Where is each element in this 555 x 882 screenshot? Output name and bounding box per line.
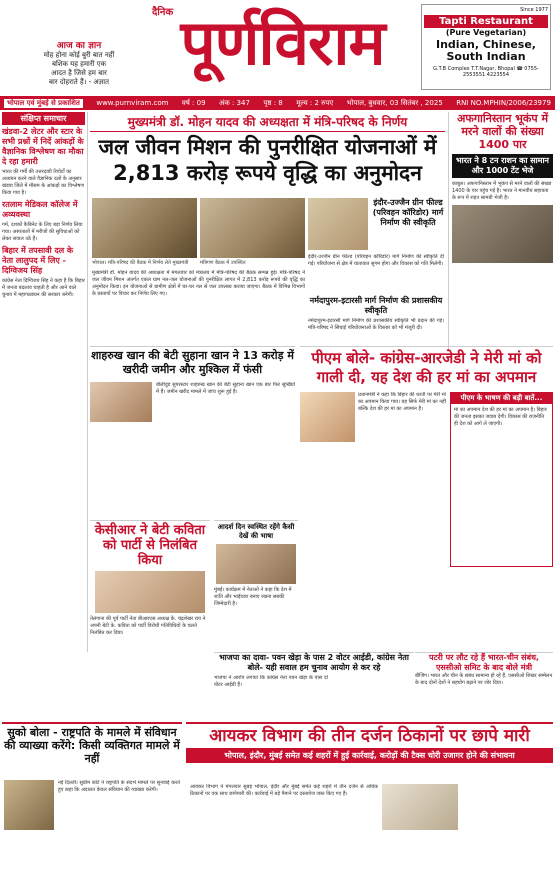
pm-article [300,346,553,646]
photo-caption: भोपाल। मंत्रि-परिषद की बैठक में निर्णय लेते मुख्यमंत्री [92,260,189,266]
article-headline[interactable]: रतलाम मेडिकल कॉलेज में अव्यवस्था [2,200,78,219]
quote-line: आदत है जिसे हम बार [51,69,107,77]
highlights-body: मां का अपमान देश की हर मां का अपमान है। बिहार की जनता इसका जवाब देगी। विकास की राजनीति ही देश को आगे ले जाएगी। [454,407,547,427]
sc-headline[interactable]: सुको बोला - राष्ट्रपति के मामले में संविधान की व्याख्या करेंगे: किसी व्यक्तिगत मामले में नहीं [4,726,180,765]
right-column [448,112,553,352]
quote-line: बार दोहराते हैं। - अज्ञात [48,78,110,86]
newspaper-logo[interactable]: पूर्णविराम [180,6,385,79]
article-headline[interactable]: बिहार में तपसावी दल के नेता लालुपद में लिए - दिग्विजय सिंह [2,246,74,275]
trade-article [415,652,553,722]
main-article-body: मुख्यमंत्री डॉ. मोहन यादव की अध्यक्षता में मंगलवार को मंत्रालय में मंत्रि-परिषद की बैठक सम्पन्न हुई। मंत्रि-परिषद ने जल जीवन मिशन अंतर्गत एकल ग्राम नल-जल योजनाओं की पुनरीक्षित लागत में 2,813 करोड़ रूपये की वृद्धि का अनुमोदन किया। इन योजनाओं से ग्रामीण क्षेत्रों में घर-घर नल से जल उपलब्ध कराया जाएगा। बैठक में विभिन्न विभागों के प्रस्तावों पर विचार कर निर्णय लिए गए। [92,270,305,297]
left-column [2,112,88,652]
pm-body: प्रधानमंत्री ने कहा कि बिहार की धरती पर मेरी मां का अपमान किया गया। यह सिर्फ मेरी मां का नहीं बल्कि देश की हर मां का अपमान है। [358,392,446,412]
suhana-body: बॉलीवुड सुपरस्टार शाहरुख खान की बेटी सुहाना खान एक बार फिर सुर्खियों में हैं। जमीन खरीद मामले में जांच शुरू हुई है। [156,382,295,395]
it-body: आयकर विभाग ने मंगलवार सुबह भोपाल, इंदौर और मुंबई समेत कई शहरों में तीन दर्जन से अधिक ठिकानों पर एक साथ छापेमारी की। कार्रवाई में बड़े पैमाने पर दस्तावेज जब्त किए गए हैं। [190,784,378,797]
bjp-article [214,652,414,702]
info-bar [0,96,555,110]
suhana-article [90,346,295,456]
ad-cuisine: Indian, Chinese, South Indian [436,38,536,63]
cabinet-photo [92,198,197,258]
kcr-article [90,520,210,670]
rni-number: RNI NO.MPHIN/2006/23979 [456,99,551,107]
income-tax-article [186,722,553,880]
pm-highlights-box [450,392,553,567]
sub-article-body: नर्मदापुरम-इटारसी मार्ग निर्माण की प्रशासकीय स्वीकृति भी प्रदान की गई। मंत्रि-परिषद ने सिंचाई परियोजनाओं के विस्तार को भी मंजूरी दी। [308,318,444,331]
sc-body: नई दिल्ली। सुप्रीम कोर्ट ने राष्ट्रपति के संदर्भ मामले पर सुनवाई करते हुए कहा कि अदालत केवल संविधान की व्याख्या करेगी। [58,780,180,793]
ad-subtitle: (Pure Vegetarian) [445,28,527,37]
quote-title: आज का ज्ञान [56,41,102,51]
website-link[interactable]: www.purnviram.com [96,99,169,107]
masthead [0,0,555,96]
supreme-court-article [2,722,182,880]
photo-caption: मंत्रिगण बैठक में उपस्थित [200,260,246,266]
poll-article [214,520,298,650]
project-photo [308,198,368,250]
issue: अंक : 347 [219,98,250,107]
cabinet-banner[interactable]: मुख्यमंत्री डॉ. मोहन यादव की अध्यक्षता में मंत्रि-परिषद के निर्णय [90,112,445,132]
ministers-photo [200,198,305,258]
trade-headline[interactable]: पटरी पर लौट रहे हैं भारत-चीन संबंध, एससीओ समिट के बाद बोले मंत्री [428,653,540,672]
it-photo [382,784,458,830]
pm-headline[interactable]: पीएम बोले- कांग्रेस-आरजेडी ने मेरी मां को गाली दी, यह देश की हर मां का अपमान [311,349,542,386]
suhana-headline[interactable]: शाहरुख खान की बेटी सुहाना खान ने 13 करोड़ में खरीदी जमीन और मुश्किल में फंसी [91,349,294,376]
date: भोपाल, बुधवार, 03 सितंबर , 2025 [346,98,443,107]
edition-tag: भोपाल एवं मुंबई से प्रकाशित [4,99,83,108]
sub-article-body: इंदौर-उज्जैन ग्रीन फील्ड (परिवहन कॉरिडोर) मार्ग निर्माण की स्वीकृति दी गई। परियोजना से क्षेत्र में यातायात सुगम होगा और विकास को गति मिलेगी। [308,254,444,267]
article-body: गर्म, दशकों कैबिनेट के लिए बड़ा निर्णय लिया गया। अस्पतालों में मरीजों की सुविधाओं को लेकर सवाल उठे हैं। [2,222,83,242]
sub-headline[interactable]: इंदौर-उज्जैन ग्रीन फील्ड (परिवहन कॉरिडोर) मार्ग निर्माण की स्वीकृति [372,198,444,227]
ad-address: G.T.B Complex T.T.Nagar, Bhopal ☎ 0755-2553551 4223554 [433,66,539,78]
it-headline[interactable]: आयकर विभाग की तीन दर्जन ठिकानों पर छापे मारी [209,726,530,746]
kcr-photo [95,571,205,613]
section-tag: संक्षिप्त समाचार [2,112,85,125]
aid-strip: भारत ने 8 टन राशन का सामान और 1000 टेंट भेजे [452,154,553,178]
sc-photo [4,780,54,830]
bjp-body: भाजपा ने आरोप लगाया कि कांग्रेस नेता पवन खेड़ा के पास दो वोटर आईडी हैं। [214,675,328,688]
suhana-photo [90,382,152,422]
ad-since: Since 1977 [520,7,548,13]
earthquake-photo [452,205,553,263]
trade-body: बीजिंग। भारत और चीन के संबंध सामान्य हो रहे हैं, एससीओ शिखर सम्मेलन के बाद दोनों देशों ने सहयोग बढ़ाने पर जोर दिया। [415,673,553,686]
year: वर्ष : 09 [181,98,206,107]
bjp-headline[interactable]: भाजपा का दावा- पवन खेड़ा के पास 2 वोटर आईडी, कांग्रेस नेता बोले- यही सवाल हम चुनाव आयोग से कर रहे [219,653,409,672]
pm-photo [300,392,355,442]
quote-box [4,38,154,96]
quote-line: बशिक यह हमारी एक [51,60,107,68]
logo-prefix: दैनिक [152,7,174,18]
sub-headline[interactable]: नर्मदापुरम-इटारसी मार्ग निर्माण की प्रशासकीय स्वीकृति [309,296,443,315]
price: मूल्य : 2 रुपए [296,98,334,107]
restaurant-ad[interactable] [421,4,551,90]
pages: पृष्ठ : 8 [263,98,283,107]
article-body: भारत की गर्मी की उत्तरदायी रिपोर्टों का अध्ययन करने वाले वैज्ञानिक दलों के अनुसार खंडवा जिले में मौसम के आंकड़ों का विश्लेषण किया गया है। [2,169,84,196]
ad-name: Tapti Restaurant [424,15,548,28]
poll-headline[interactable]: आदर्श दिन स्वस्थित रहेंगे कैसी देखें की भाषा [217,523,295,540]
earthquake-headline[interactable]: अफगानिस्तान भूकंप में मरने वालों की संख्या 1400 पार [456,112,549,151]
kcr-body: तेलंगाना की पूर्व पार्टी नेता बीआरएस अध्यक्ष के. चंद्रशेखर राव ने अपनी बेटी के. कविता को पार्टी विरोधी गतिविधियों के चलते निलंबित कर दिया। [90,616,206,636]
article-body: कांग्रेस नेता दिग्विजय सिंह ने कहा है कि बिहार में जनता बदलाव चाहती है और आने वाले चुनाव में महागठबंधन की सरकार बनेगी। [2,278,85,298]
main-headline[interactable]: जल जीवन मिशन की पुनरीक्षित योजनाओं में 2,813 करोड़ रूपये वृद्धि का अनुमोदन [98,135,437,185]
quote-line: मोह होना कोई बुरी बात नहीं [43,51,115,59]
poll-body: मुंबई। कार्यक्रम में नेताओं ने कहा कि देश में शांति और भाईचारा बनाए रखना सबकी जिम्मेदारी है। [214,587,292,607]
highlights-title: पीएम के भाषण की बड़ी बातें... [451,393,552,404]
kcr-headline[interactable]: केसीआर ने बेटी कविता को पार्टी से निलंबित किया [94,523,206,568]
article-headline[interactable]: खंडवा-2 लेटर और स्टार के सभी प्रश्नों में निर्दे आंकड़ों के वैज्ञानिक विश्लेषण का मौका दे रहा हमारी [2,127,84,166]
it-strip: भोपाल, इंदौर, मुंबई समेत कई शहरों में हुई कार्रवाई, करोड़ों की टैक्स चोरी उजागर होने की संभावना [186,748,553,763]
poll-photo [216,544,296,584]
earthquake-body: काबुल। अफगानिस्तान में भूकंप से मरने वालों की संख्या 1400 के पार पहुंच गई है। भारत ने मानवीय सहायता के रूप में राहत सामग्री भेजी है। [452,181,552,201]
